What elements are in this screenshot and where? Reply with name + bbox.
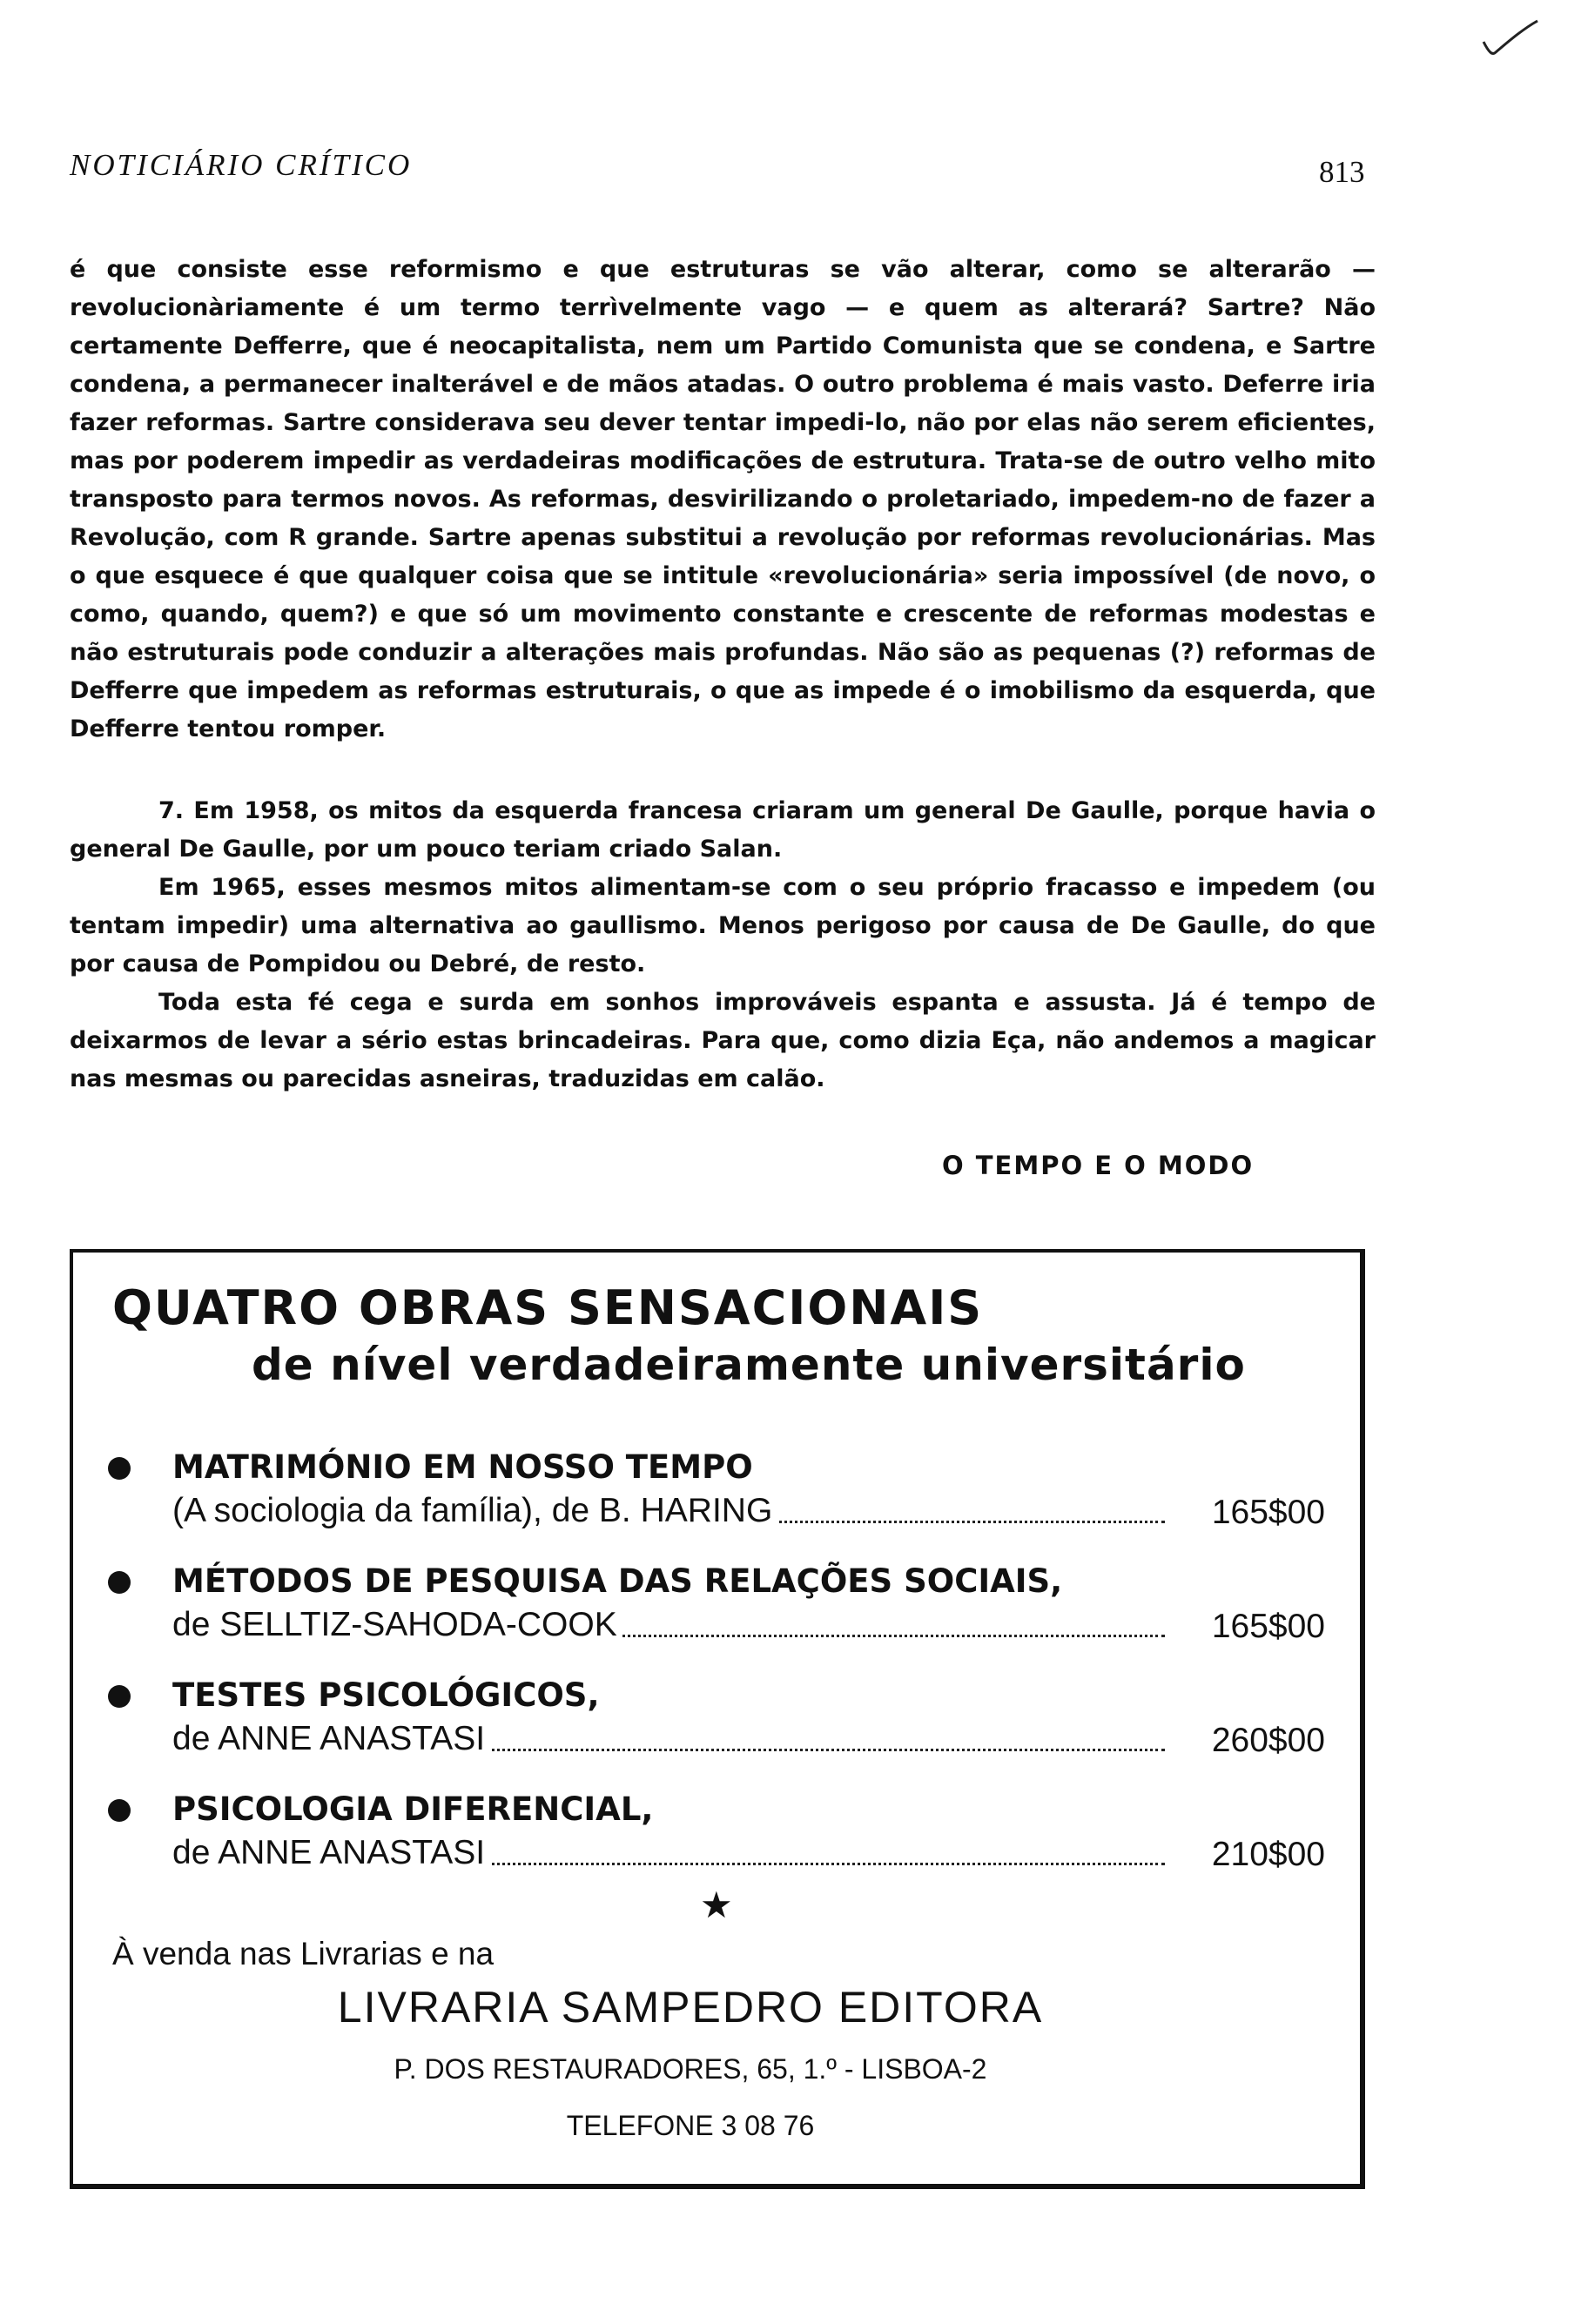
book-author-line: [172, 1834, 1165, 1872]
publisher-name: LIVRARIA SAMPEDRO EDITORA: [337, 1983, 1044, 2032]
book-listing: [108, 1562, 1344, 1658]
article-paragraph: é que consiste esse reformismo e que estruturas se vão alterar, como se alterarão — revolucionàriamente é um termo terrìvelmente vago — e quem as alterará? Sartre? Não certamente Defferre, que é neocapitalista, nem um Partido Comunista que se condena, e Sartre condena, a permanecer inalterável e de mãos atadas. O outro problema é mais vasto. Deferre iria fazer reformas. Sartre considerava seu dever tentar impedi-lo, não por elas não serem eficientes, mas por poderem impedir as verdadeiras modificações de estrutura. Trata-se de outro velho mito transposto para termos novos. As reformas, desvirilizando o proletariado, impedem-no de fazer a Revolução, com R grande. Sartre apenas substitui a revolução por reformas revolucionárias. Mas o que esquece é que qualquer coisa que se intitule «revolucionária» seria impossível (de novo, o como, quando, quem?) e que só um movimento constante e crescente de reformas modestas e não estruturais pode conduzir a alterações mais profundas. Não são as pequenas (?) reformas de Defferre que impedem as reformas estruturais, o que as impede é o imobilismo da esquerda, que Defferre tentou romper.: [70, 256, 1376, 742]
sale-note: À venda nas Livrarias e na: [112, 1936, 495, 1971]
book-title: MATRIMÓNIO EM NOSSO TEMPO: [172, 1448, 753, 1486]
book-price: 165$00: [1211, 1608, 1325, 1645]
book-listing: [108, 1676, 1344, 1772]
article-closing: [70, 792, 1376, 1098]
book-author: de ANNE ANASTASI: [172, 1720, 490, 1757]
bullet-icon: [108, 1685, 131, 1708]
book-author: de ANNE ANASTASI: [172, 1834, 490, 1871]
book-listing: [108, 1790, 1344, 1886]
book-price: 165$00: [1211, 1494, 1325, 1531]
book-listing: [108, 1448, 1344, 1544]
bullet-icon: [108, 1571, 131, 1594]
article-continuation: [70, 251, 1376, 749]
book-advertisement: [70, 1249, 1365, 2189]
article-paragraph: Toda esta fé cega e surda em sonhos improváveis espanta e assusta. Já é tempo de deixarmos de levar a sério estas brincadeiras. Para que, como dizia Eça, não andemos a magicar nas mesmas ou parecidas asneiras, traduzidas em calão.: [70, 989, 1376, 1092]
article-signature: O TEMPO E O MODO: [942, 1151, 1255, 1180]
bullet-icon: [108, 1457, 131, 1480]
book-author-line: [172, 1606, 1165, 1644]
book-title: MÉTODOS DE PESQUISA DAS RELAÇÕES SOCIAIS,: [172, 1562, 1063, 1600]
publisher-phone: TELEFONE 3 08 76: [566, 2110, 815, 2141]
article-paragraph: Em 1965, esses mesmos mitos alimentam-se com o seu próprio fracasso e impedem (ou tentam impedir) uma alternativa ao gaullismo. Menos perigoso por causa de De Gaulle, do que por causa de Pompidou ou Debré, de resto.: [70, 874, 1376, 977]
book-author: de SELLTIZ-SAHODA-COOK: [172, 1606, 622, 1643]
book-price: 260$00: [1211, 1722, 1325, 1759]
running-title: NOTICIÁRIO CRÍTICO: [70, 148, 413, 182]
ad-title: QUATRO OBRAS SENSACIONAIS: [112, 1280, 984, 1335]
star-icon: ★: [700, 1884, 733, 1925]
book-title: TESTES PSICOLÓGICOS,: [172, 1676, 600, 1714]
page-number: 813: [1319, 155, 1365, 189]
publisher-address: P. DOS RESTAURADORES, 65, 1.º - LISBOA-2: [394, 2053, 987, 2085]
ad-subtitle: de nível verdadeiramente universitário: [252, 1340, 1246, 1390]
article-paragraph: 7. Em 1958, os mitos da esquerda francesa criaram um general De Gaulle, porque havia o general De Gaulle, por um pouco teriam criado Salan.: [70, 797, 1376, 863]
book-author-line: [172, 1720, 1165, 1758]
book-author-line: [172, 1492, 1165, 1530]
book-author: (A sociologia da família), de B. HARING: [172, 1492, 777, 1529]
book-title: PSICOLOGIA DIFERENCIAL,: [172, 1790, 654, 1828]
book-price: 210$00: [1211, 1836, 1325, 1873]
bullet-icon: [108, 1799, 131, 1822]
handwritten-check-mark-icon: [1480, 17, 1541, 61]
